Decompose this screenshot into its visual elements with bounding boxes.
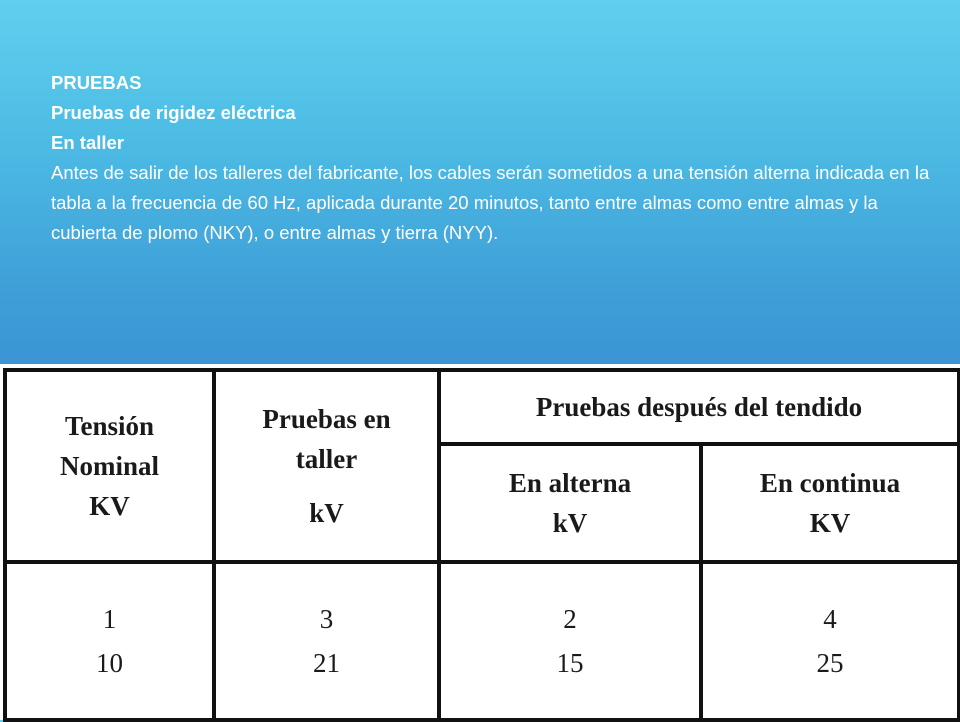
- header-workshop-tests: Pruebas en taller kV: [214, 370, 439, 562]
- cell-alternating-values: 2 15: [439, 562, 701, 720]
- header-alternating: En alterna kV: [439, 444, 701, 562]
- header-nominal-voltage: Tensión Nominal KV: [5, 370, 214, 562]
- header-direct: En continua KV: [701, 444, 959, 562]
- subheading: Pruebas de rigidez eléctrica: [51, 102, 296, 123]
- header-after-laying-group: Pruebas después del tendido: [439, 370, 959, 444]
- table-image: [0, 364, 960, 720]
- test-voltage-table: [3, 368, 960, 722]
- slide-text-block: [51, 68, 931, 248]
- body-paragraph: Antes de salir de los talleres del fabricante, los cables serán sometidos a una tensión alterna indicada en la tabla a la frecuencia de 60 Hz, aplicada durante 20 minutos, tanto entre almas como entre almas y la cubierta de plomo (NKY), o entre almas y tierra (NYY).: [51, 162, 930, 243]
- cell-direct-values: 4 25: [701, 562, 959, 720]
- cell-workshop-values: 3 21: [214, 562, 439, 720]
- section-title: En taller: [51, 132, 124, 153]
- heading: PRUEBAS: [51, 72, 142, 93]
- cell-nominal-values: 1 10: [5, 562, 214, 720]
